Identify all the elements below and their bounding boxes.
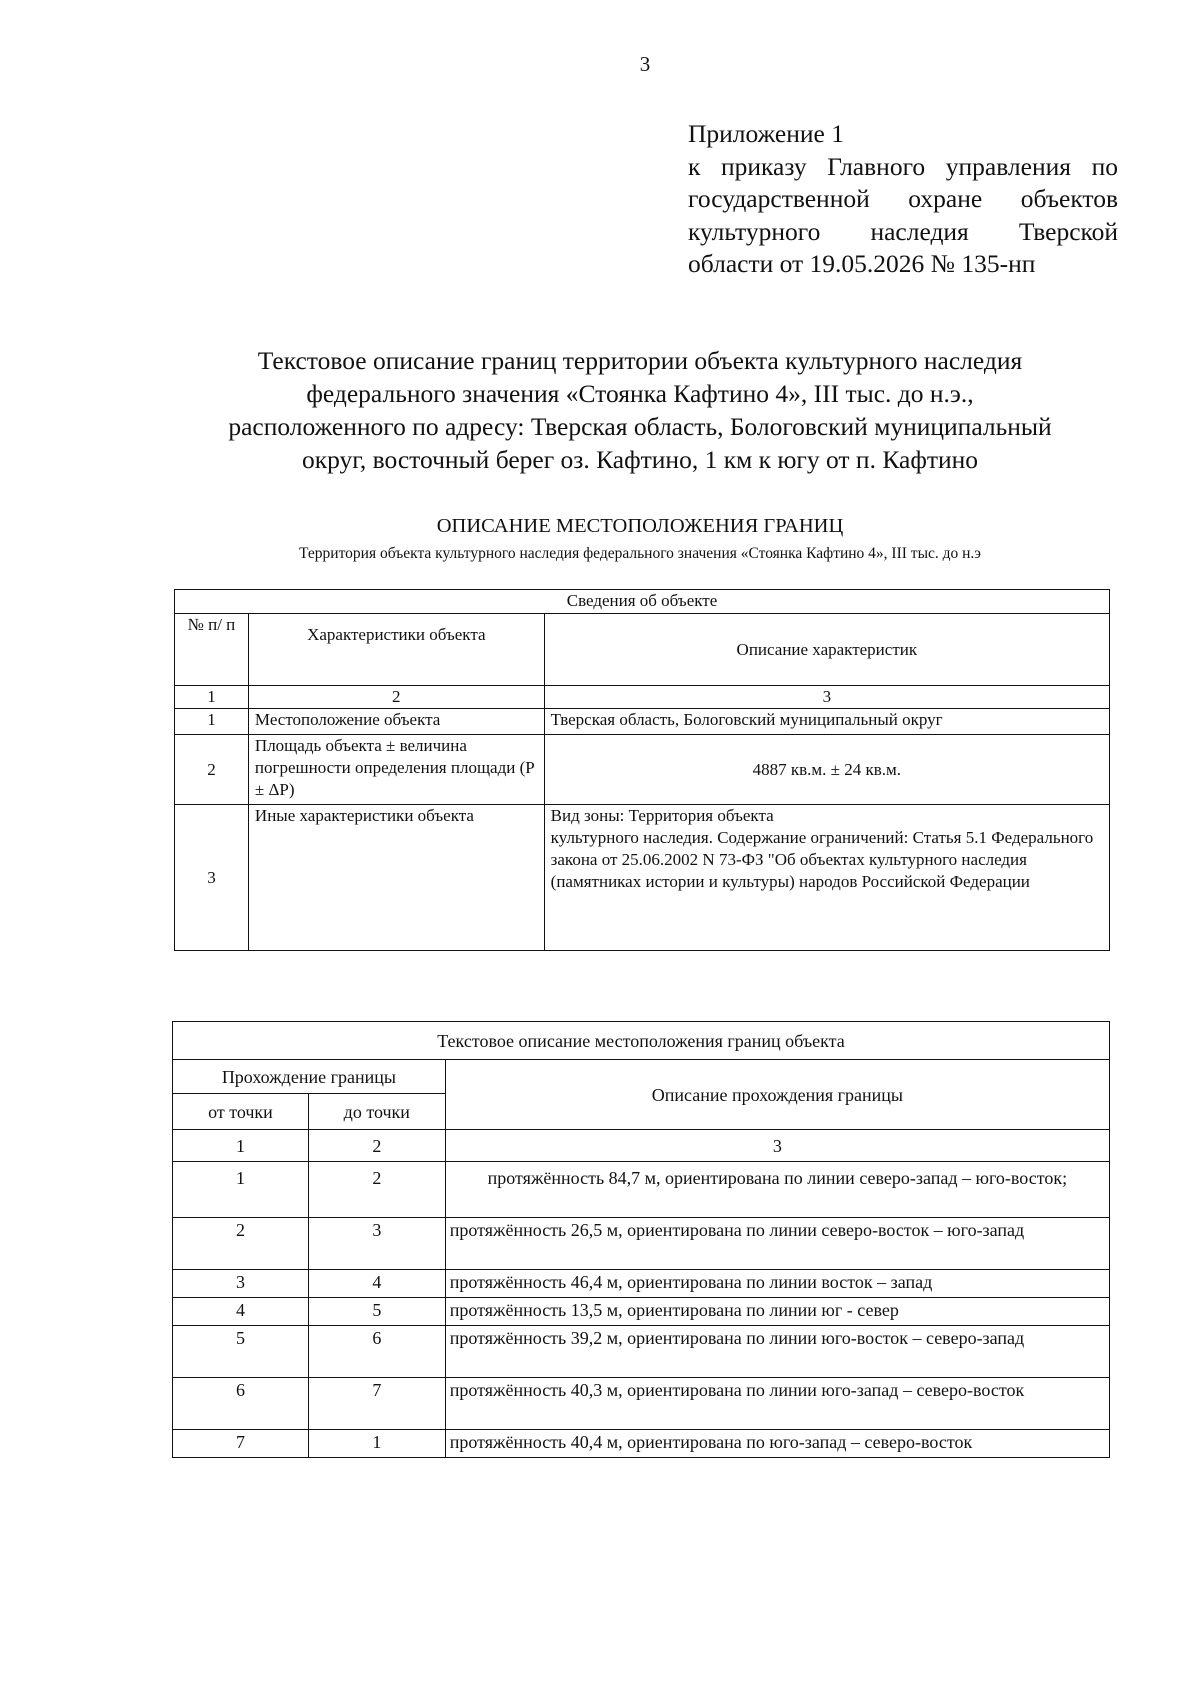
from-point: 5 bbox=[173, 1326, 309, 1378]
to-point: 1 bbox=[308, 1430, 445, 1458]
description-line: Вид зоны: Территория объекта bbox=[550, 806, 774, 825]
boundary-segment-description: протяжённость 40,4 м, ориентирована по юго-запад – северо-восток bbox=[445, 1430, 1109, 1458]
to-point: 5 bbox=[308, 1298, 445, 1326]
appendix-line: области от 19.05.2026 № 135-нп bbox=[688, 249, 1036, 278]
section-heading: ОПИСАНИЕ МЕСТОПОЛОЖЕНИЯ ГРАНИЦ bbox=[436, 515, 844, 537]
column-header-description: Описание характеристик bbox=[544, 614, 1109, 686]
characteristic-cell: Местоположение объекта bbox=[248, 709, 544, 735]
to-point: 2 bbox=[308, 1162, 445, 1218]
boundary-segment-description: протяжённость 46,4 м, ориентирована по линии восток – запад bbox=[445, 1270, 1109, 1298]
table-caption: Сведения об объекте bbox=[175, 590, 1110, 614]
from-point: 6 bbox=[173, 1378, 309, 1430]
to-point: 7 bbox=[308, 1378, 445, 1430]
table-caption: Текстовое описание местоположения границ объекта bbox=[173, 1022, 1110, 1060]
column-number: 1 bbox=[173, 1130, 309, 1162]
description-cell: Тверская область, Бологовский муниципальный округ bbox=[544, 709, 1109, 735]
title-line: расположенного по адресу: Тверская область, Бологовский муниципальный bbox=[228, 412, 1052, 441]
characteristic-cell: Площадь объекта ± величина погрешности определения площади (P ± ΔP) bbox=[248, 735, 544, 805]
column-number: 3 bbox=[445, 1130, 1109, 1162]
section-subheading: Территория объекта культурного наследия федерального значения «Стоянка Кафтино 4», III тыс. до н.э bbox=[299, 545, 981, 562]
to-point: 4 bbox=[308, 1270, 445, 1298]
title-line: Текстовое описание границ территории объекта культурного наследия bbox=[257, 346, 1023, 375]
from-point: 1 bbox=[173, 1162, 309, 1218]
description-line: культурного наследия. Содержание ограничений: Статья 5.1 Федерального закона от 25.06.2002 N 73-ФЗ "Об объектах культурного наследия (памятниках истории и культуры) народов Российской Федерации bbox=[550, 828, 1094, 891]
from-point: 4 bbox=[173, 1298, 309, 1326]
boundary-segment-description: протяжённость 39,2 м, ориентирована по линии юго-восток – северо-запад bbox=[445, 1326, 1109, 1378]
column-header-characteristic: Характеристики объекта bbox=[248, 614, 544, 686]
row-number: 1 bbox=[175, 709, 249, 735]
column-number: 2 bbox=[248, 686, 544, 709]
from-point: 3 bbox=[173, 1270, 309, 1298]
column-number: 2 bbox=[308, 1130, 445, 1162]
to-point: 3 bbox=[308, 1218, 445, 1270]
title-line: округ, восточный берег оз. Кафтино, 1 км к югу от п. Кафтино bbox=[301, 445, 979, 474]
appendix-line: культурного наследия Тверской bbox=[688, 216, 1118, 246]
document-title bbox=[150, 344, 1130, 476]
row-number: 2 bbox=[175, 735, 249, 805]
to-point: 6 bbox=[308, 1326, 445, 1378]
column-header-description: Описание прохождения границы bbox=[445, 1060, 1109, 1130]
description-cell: 4887 кв.м. ± 24 кв.м. bbox=[544, 735, 1109, 805]
page-number: 3 bbox=[639, 52, 651, 76]
boundary-segment-description: протяжённость 13,5 м, ориентирована по линии юг - север bbox=[445, 1298, 1109, 1326]
column-number: 1 bbox=[175, 686, 249, 709]
title-line: федерального значения «Стоянка Кафтино 4», III тыс. до н.э., bbox=[306, 379, 974, 408]
object-info-table bbox=[174, 589, 1110, 951]
column-header-to: до точки bbox=[308, 1094, 445, 1130]
column-header-num: № п/ п bbox=[175, 614, 249, 686]
boundary-segment-description: протяжённость 40,3 м, ориентирована по линии юго-запад – северо-восток bbox=[445, 1378, 1109, 1430]
boundary-segment-description: протяжённость 84,7 м, ориентирована по линии северо-запад – юго-восток; bbox=[445, 1162, 1109, 1218]
column-number: 3 bbox=[544, 686, 1109, 709]
appendix-line: к приказу Главного управления по bbox=[688, 151, 1118, 181]
from-point: 7 bbox=[173, 1430, 309, 1458]
boundary-segment-description: протяжённость 26,5 м, ориентирована по линии северо-восток – юго-запад bbox=[445, 1218, 1109, 1270]
characteristic-cell: Иные характеристики объекта bbox=[248, 805, 544, 951]
appendix-block bbox=[688, 118, 1118, 281]
row-number: 3 bbox=[175, 805, 249, 951]
appendix-line: Приложение 1 bbox=[688, 119, 844, 148]
column-header-from: от точки bbox=[173, 1094, 309, 1130]
column-header-passage: Прохождение границы bbox=[173, 1060, 446, 1094]
description-cell bbox=[544, 805, 1109, 951]
appendix-line: государственной охране объектов bbox=[688, 184, 1118, 213]
from-point: 2 bbox=[173, 1218, 309, 1270]
boundary-description-table bbox=[172, 1021, 1110, 1458]
